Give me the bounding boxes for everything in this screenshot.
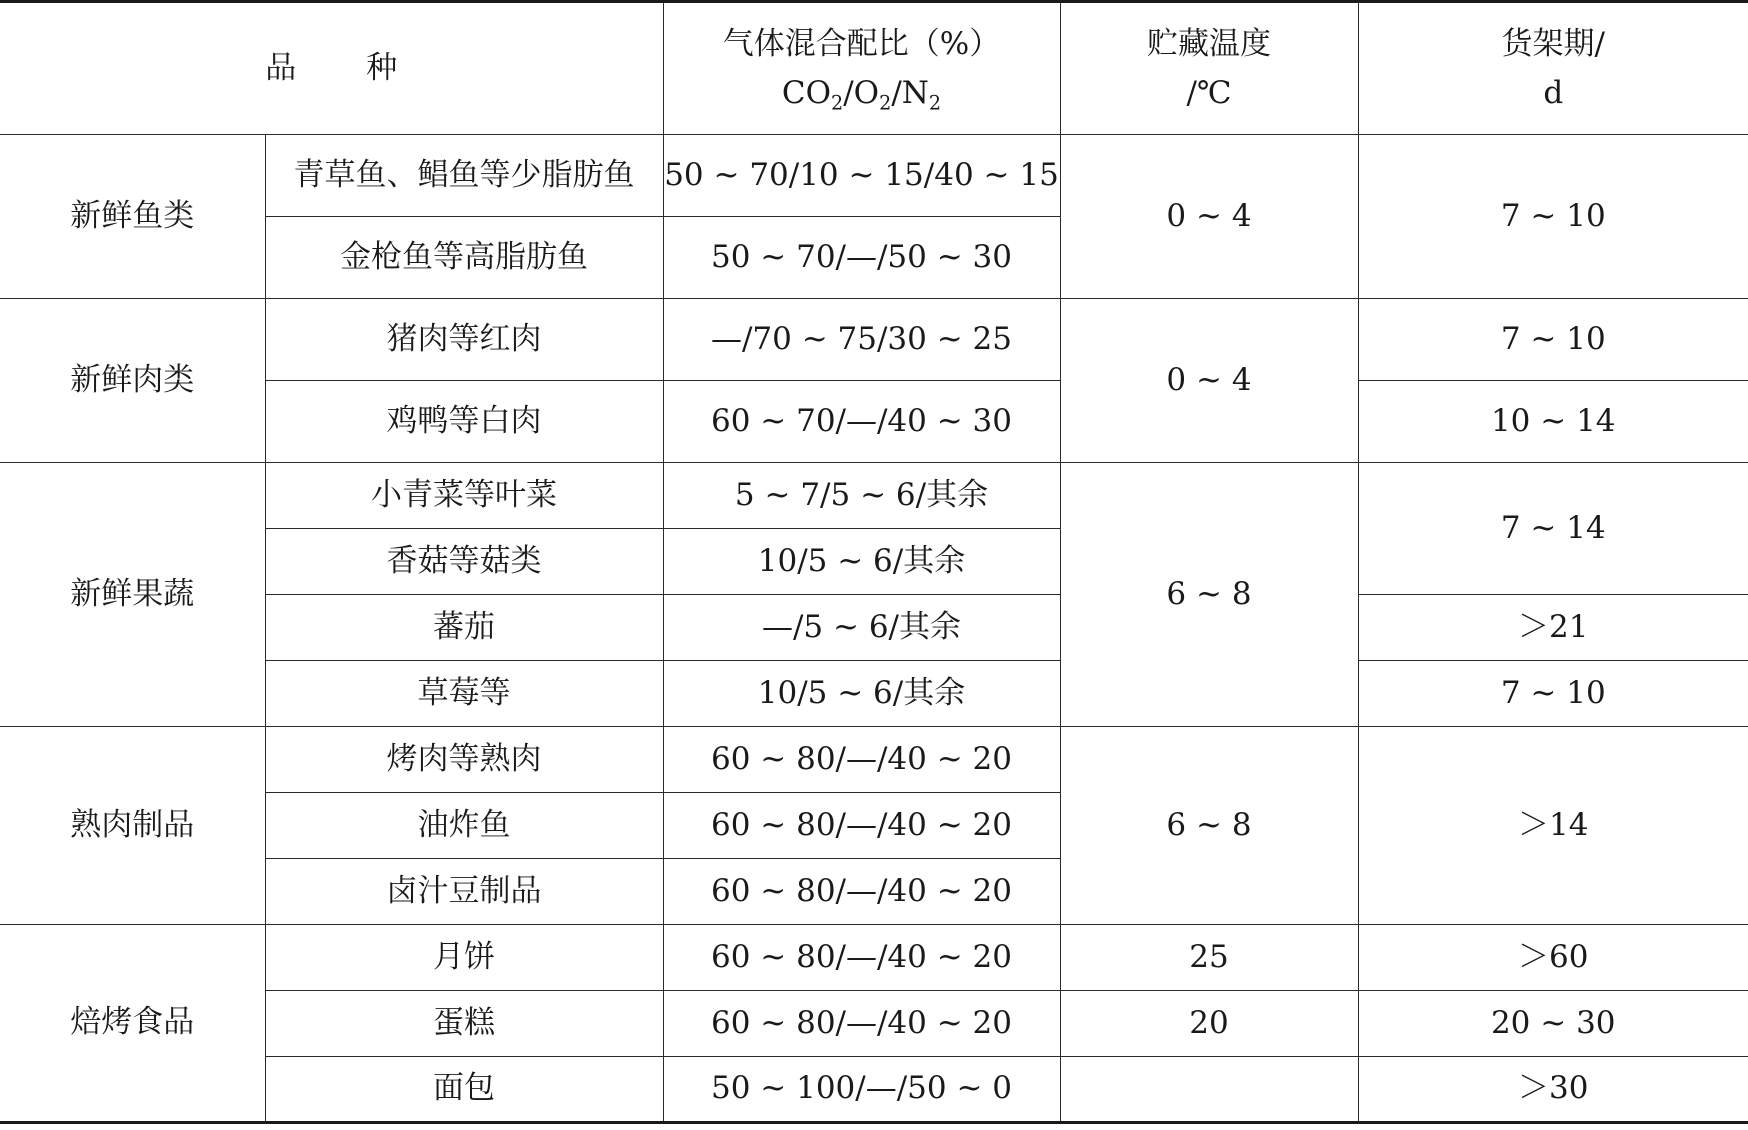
gas-ratio-cell: 50 ~ 100/—/50 ~ 0 — [663, 1057, 1060, 1123]
table-row — [0, 135, 1748, 217]
gas-ratio-cell: —/5 ~ 6/其余 — [663, 595, 1060, 661]
temp-cell: 6 ~ 8 — [1060, 463, 1358, 727]
shelf-life-cell: ＞14 — [1358, 727, 1748, 925]
group-name-cell: 新鲜鱼类 — [0, 135, 265, 299]
item-cell: 猪肉等红肉 — [265, 299, 663, 381]
gas-ratio-cell: 60 ~ 70/—/40 ~ 30 — [663, 381, 1060, 463]
table-row — [0, 299, 1748, 381]
group-name-cell: 新鲜肉类 — [0, 299, 265, 463]
item-cell: 油炸鱼 — [265, 793, 663, 859]
shelf-life-cell: 10 ~ 14 — [1358, 381, 1748, 463]
temp-cell: 25 — [1060, 925, 1358, 991]
header-temp-line2: /℃ — [1186, 74, 1232, 111]
item-cell: 卤汁豆制品 — [265, 859, 663, 925]
header-shelf-line2: d — [1543, 74, 1564, 111]
header-gas-line2: $CO_2/O_2/N_2$ — [781, 74, 942, 115]
shelf-life-cell: 7 ~ 10 — [1358, 299, 1748, 381]
item-cell: 月饼 — [265, 925, 663, 991]
item-cell: 烤肉等熟肉 — [265, 727, 663, 793]
item-cell: 鸡鸭等白肉 — [265, 381, 663, 463]
item-cell: 金枪鱼等高脂肪鱼 — [265, 217, 663, 299]
header-variety-char1: 品 — [265, 50, 297, 87]
gas-ratio-cell: 10/5 ~ 6/其余 — [663, 529, 1060, 595]
gas-ratio-cell: 60 ~ 80/—/40 ~ 20 — [663, 793, 1060, 859]
shelf-life-cell: 7 ~ 10 — [1358, 135, 1748, 299]
temp-cell: 20 — [1060, 991, 1358, 1057]
header-temp-line1: 贮藏温度 — [1147, 26, 1271, 63]
header-gas-line1: 气体混合配比（%） — [722, 26, 1001, 63]
gas-ratio-cell: 50 ~ 70/—/50 ~ 30 — [663, 217, 1060, 299]
gas-ratio-cell: 60 ~ 80/—/40 ~ 20 — [663, 727, 1060, 793]
item-cell: 面包 — [265, 1057, 663, 1123]
header-shelf-line1: 货架期/ — [1501, 26, 1605, 63]
gas-ratio-cell: 60 ~ 80/—/40 ~ 20 — [663, 859, 1060, 925]
gas-ratio-cell: —/70 ~ 75/30 ~ 25 — [663, 299, 1060, 381]
gas-ratio-cell: 60 ~ 80/—/40 ~ 20 — [663, 925, 1060, 991]
shelf-life-cell: ＞60 — [1358, 925, 1748, 991]
temp-cell: 0 ~ 4 — [1060, 299, 1358, 463]
group-name-cell: 焙烤食品 — [0, 925, 265, 1123]
item-cell: 蛋糕 — [265, 991, 663, 1057]
table-row — [0, 727, 1748, 793]
item-cell: 小青菜等叶菜 — [265, 463, 663, 529]
shelf-life-cell: 7 ~ 14 — [1358, 463, 1748, 595]
gas-ratio-cell: 60 ~ 80/—/40 ~ 20 — [663, 991, 1060, 1057]
gas-ratio-cell: 10/5 ~ 6/其余 — [663, 661, 1060, 727]
temp-cell: 0 ~ 4 — [1060, 135, 1358, 299]
header-gas-ratio — [663, 2, 1060, 135]
table-row — [0, 925, 1748, 991]
header-storage-temp — [1060, 2, 1358, 135]
shelf-life-cell: ＞30 — [1358, 1057, 1748, 1123]
temp-cell: 6 ~ 8 — [1060, 727, 1358, 925]
header-variety — [0, 2, 663, 135]
shelf-life-cell: 7 ~ 10 — [1358, 661, 1748, 727]
item-cell: 蕃茄 — [265, 595, 663, 661]
table-row — [0, 463, 1748, 529]
header-variety-char2: 种 — [366, 50, 398, 87]
item-cell: 香菇等菇类 — [265, 529, 663, 595]
group-name-cell: 熟肉制品 — [0, 727, 265, 925]
header-row — [0, 2, 1748, 135]
gas-ratio-cell: 5 ~ 7/5 ~ 6/其余 — [663, 463, 1060, 529]
gas-ratio-cell: 50 ~ 70/10 ~ 15/40 ~ 15 — [663, 135, 1060, 217]
shelf-life-cell: ＞21 — [1358, 595, 1748, 661]
item-cell: 草莓等 — [265, 661, 663, 727]
temp-cell — [1060, 1057, 1358, 1123]
item-cell: 青草鱼、鲳鱼等少脂肪鱼 — [265, 135, 663, 217]
shelf-life-cell: 20 ~ 30 — [1358, 991, 1748, 1057]
header-shelf-life — [1358, 2, 1748, 135]
group-name-cell: 新鲜果蔬 — [0, 463, 265, 727]
